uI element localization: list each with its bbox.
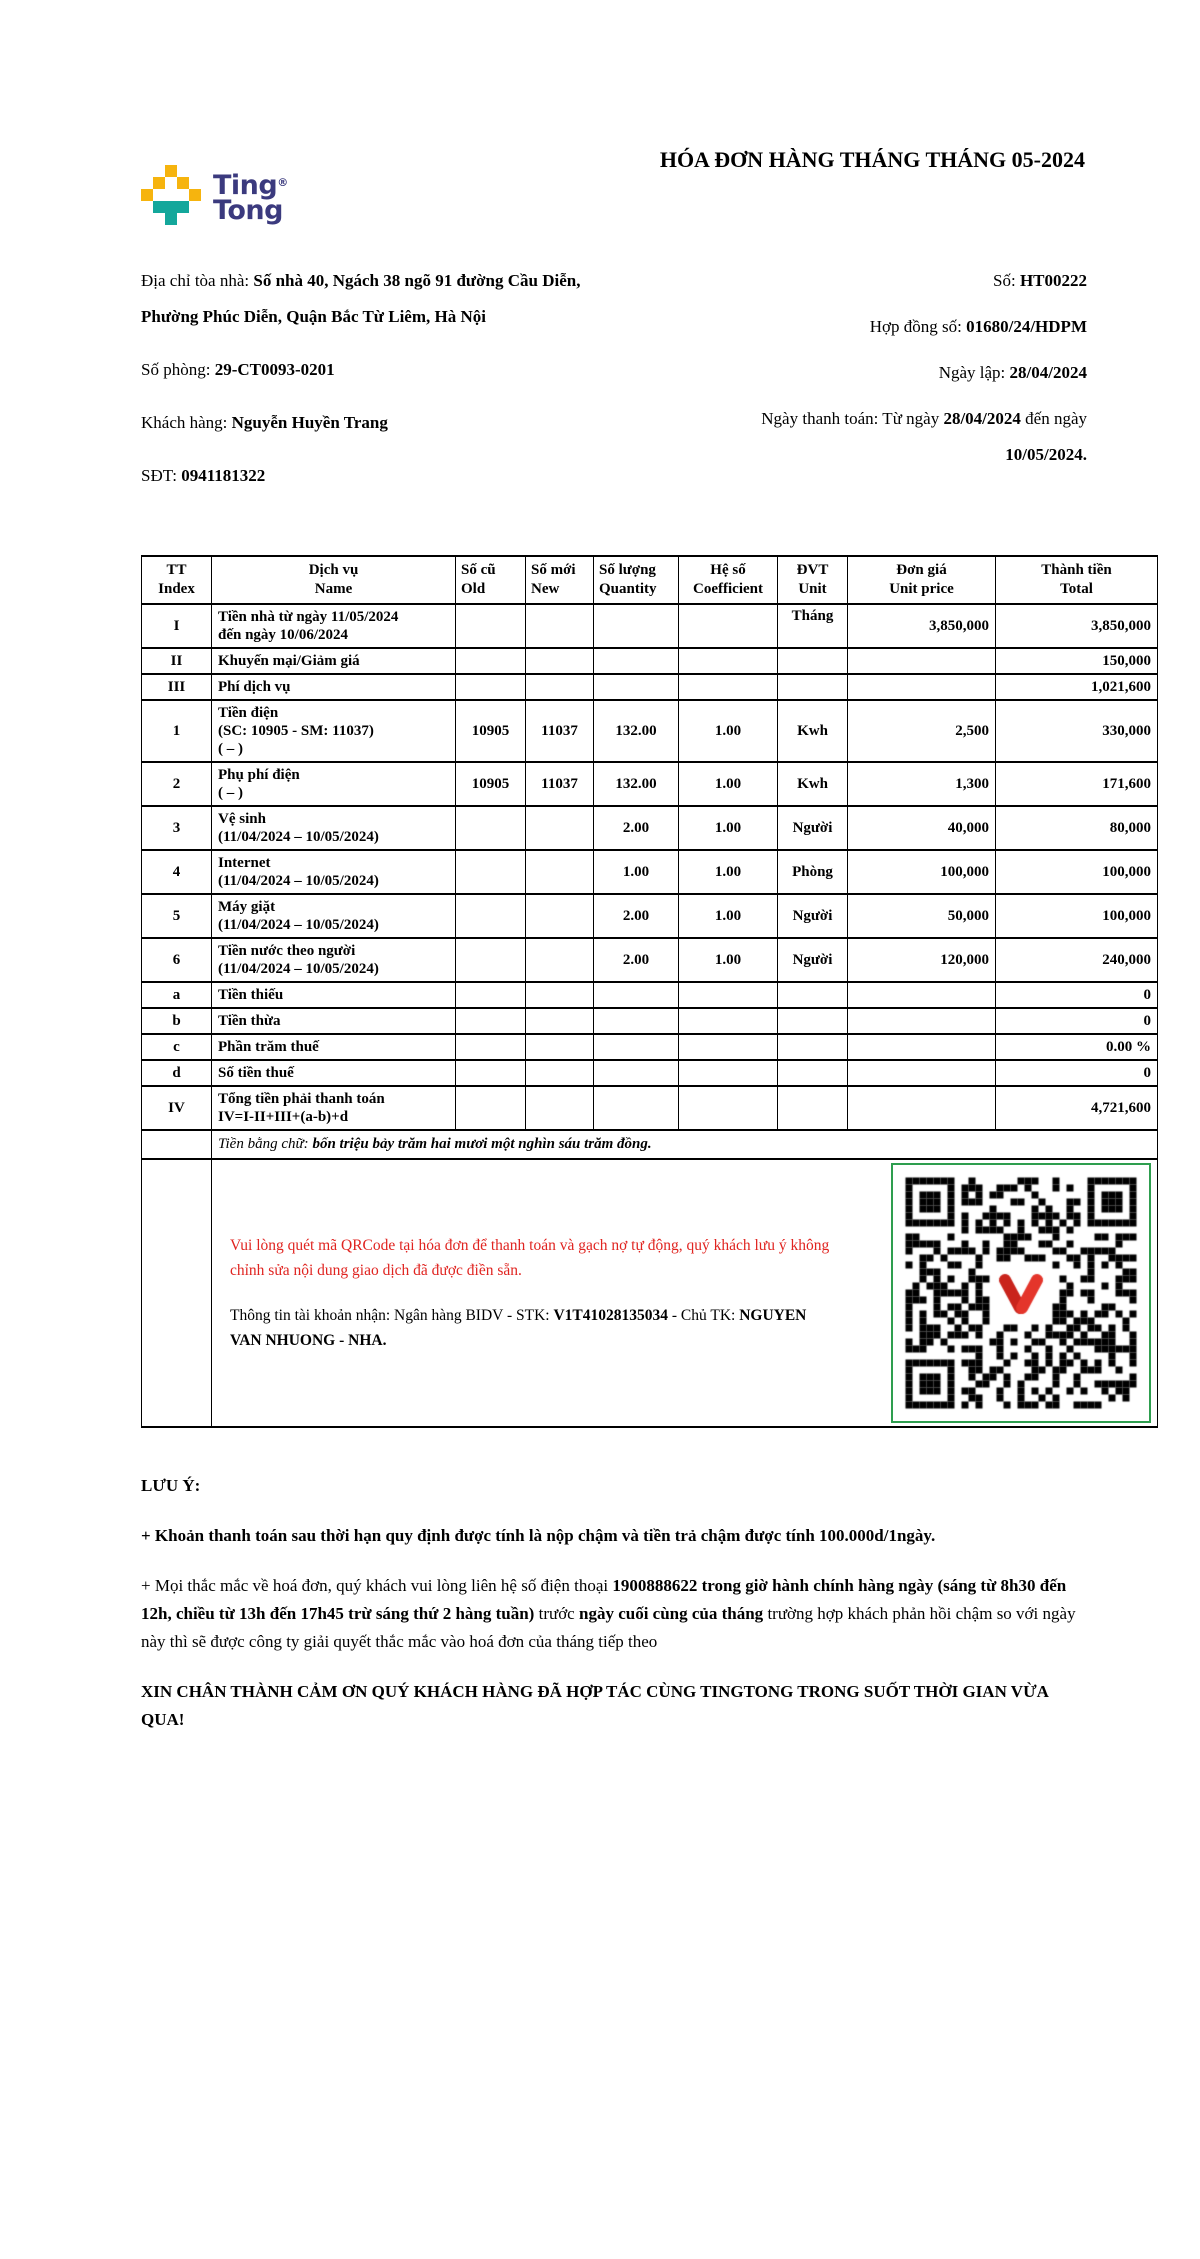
- cell-index: d: [142, 1060, 212, 1086]
- cell-new-reading: [526, 604, 594, 648]
- table-row: [142, 894, 1158, 938]
- table-row: [142, 982, 1158, 1008]
- cell-index: c: [142, 1034, 212, 1060]
- cell-quantity: 132.00: [594, 700, 679, 762]
- cell-total: 0: [996, 982, 1158, 1008]
- cell-coefficient: [679, 1086, 778, 1130]
- cell-index: III: [142, 674, 212, 700]
- header-cell: Thành tiền Total: [996, 556, 1158, 604]
- cell-new-reading: 11037: [526, 762, 594, 806]
- qr-row: [142, 1159, 1158, 1427]
- cell-quantity: 132.00: [594, 762, 679, 806]
- cell-total: 1,021,600: [996, 674, 1158, 700]
- cell-new-reading: [526, 894, 594, 938]
- cell-new-reading: [526, 1034, 594, 1060]
- qr-canvas: [903, 1175, 1139, 1411]
- cell-old-reading: 10905: [456, 700, 526, 762]
- amount-in-words-row: [142, 1130, 1158, 1159]
- info-line: Hợp đồng số: 01680/24/HDPM: [869, 317, 1087, 336]
- cell-total: 3,850,000: [996, 604, 1158, 648]
- amount-in-words: bốn triệu bảy trăm hai mươi một nghìn sáu trăm đồng.: [312, 1136, 652, 1152]
- cell-index: I: [142, 604, 212, 648]
- cell-unit: [778, 1086, 848, 1130]
- cell-unit: [778, 1034, 848, 1060]
- cell-coefficient: [679, 604, 778, 648]
- cell-unit: [778, 648, 848, 674]
- empty-index-cell: [142, 1130, 212, 1159]
- cell-unit-price: 40,000: [848, 806, 996, 850]
- header-cell: TT Index: [142, 556, 212, 604]
- cell-index: 2: [142, 762, 212, 806]
- cell-service-name: Khuyến mại/Giảm giá: [212, 648, 456, 674]
- cell-coefficient: 1.00: [679, 700, 778, 762]
- cell-quantity: 1.00: [594, 850, 679, 894]
- header-cell: Dịch vụ Name: [212, 556, 456, 604]
- amount-in-words-label: Tiền bằng chữ:: [218, 1136, 313, 1152]
- cell-index: IV: [142, 1086, 212, 1130]
- cell-total: 0: [996, 1008, 1158, 1034]
- cell-old-reading: [456, 1008, 526, 1034]
- invoice-info: [141, 263, 1157, 511]
- cell-quantity: [594, 1008, 679, 1034]
- cell-new-reading: [526, 1086, 594, 1130]
- cell-service-name: Tổng tiền phải thanh toán IV=I-II+III+(a-b)+d: [212, 1086, 456, 1130]
- tingtong-logo: [141, 165, 288, 225]
- cell-coefficient: [679, 1008, 778, 1034]
- table-header: [142, 556, 1158, 604]
- cell-service-name: Vệ sinh (11/04/2024 – 10/05/2024): [212, 806, 456, 850]
- cell-unit-price: [848, 1008, 996, 1034]
- cell-quantity: [594, 982, 679, 1008]
- header-cell: ĐVT Unit: [778, 556, 848, 604]
- table-row: [142, 762, 1158, 806]
- cell-total: 171,600: [996, 762, 1158, 806]
- info-line: Ngày thanh toán: Từ ngày 28/04/2024 đến ngày 10/05/2024.: [761, 409, 1087, 464]
- cell-new-reading: [526, 850, 594, 894]
- cell-service-name: Phụ phí điện ( – ): [212, 762, 456, 806]
- cell-quantity: 2.00: [594, 894, 679, 938]
- info-line: Số: HT00222: [993, 271, 1087, 290]
- hotline-note: + Mọi thắc mắc về hoá đơn, quý khách vui lòng liên hệ số điện thoại 1900888622 trong giờ hành chính hàng ngày (sáng từ 8h30 đến 12h, chiều từ 13h đến 17h45 trừ sáng thứ 2 hàng tuần) trước ngày cuối cùng của tháng trường hợp khách phản hồi chậm so với ngày này thì sẽ được công ty giải quyết thắc mắc vào hoá đơn của tháng tiếp theo: [141, 1576, 1076, 1651]
- cell-coefficient: 1.00: [679, 894, 778, 938]
- cell-unit-price: 50,000: [848, 894, 996, 938]
- cell-total: 0.00 %: [996, 1034, 1158, 1060]
- cell-service-name: Máy giặt (11/04/2024 – 10/05/2024): [212, 894, 456, 938]
- cell-unit-price: [848, 1086, 996, 1130]
- cell-service-name: Internet (11/04/2024 – 10/05/2024): [212, 850, 456, 894]
- amount-in-words-cell: [212, 1130, 1158, 1159]
- cell-new-reading: [526, 1008, 594, 1034]
- cell-index: 3: [142, 806, 212, 850]
- cell-index: 4: [142, 850, 212, 894]
- cell-unit-price: [848, 1034, 996, 1060]
- info-line: Số phòng: 29-CT0093-0201: [141, 360, 335, 379]
- cell-old-reading: [456, 648, 526, 674]
- table-row: [142, 806, 1158, 850]
- cell-index: a: [142, 982, 212, 1008]
- invoice-title: HÓA ĐƠN HÀNG THÁNG THÁNG 05-2024: [659, 147, 1085, 172]
- cell-total: 80,000: [996, 806, 1158, 850]
- cell-unit: [778, 1008, 848, 1034]
- cell-new-reading: [526, 674, 594, 700]
- cell-new-reading: [526, 938, 594, 982]
- cell-new-reading: [526, 806, 594, 850]
- payment-text: [218, 1233, 830, 1353]
- cell-total: 100,000: [996, 894, 1158, 938]
- table-body: [142, 604, 1158, 1130]
- cell-service-name: Tiền nhà từ ngày 11/05/2024 đến ngày 10/06/2024: [212, 604, 456, 648]
- cell-unit: [778, 674, 848, 700]
- empty-index-cell: [142, 1159, 212, 1427]
- payment-cell: [212, 1159, 1158, 1427]
- table-row: [142, 850, 1158, 894]
- customer-info: [141, 263, 623, 511]
- footer-notes: [141, 1472, 1076, 1734]
- info-line: Địa chỉ tòa nhà: Số nhà 40, Ngách 38 ngõ 91 đường Cầu Diễn, Phường Phúc Diễn, Quận Bắc Từ Liêm, Hà Nội: [141, 271, 581, 326]
- cell-new-reading: 11037: [526, 700, 594, 762]
- cell-service-name: Số tiền thuế: [212, 1060, 456, 1086]
- late-payment-note: + Khoản thanh toán sau thời hạn quy định được tính là nộp chậm và tiền trả chậm được tính 100.000d/1ngày.: [141, 1526, 936, 1545]
- cell-unit: Tháng: [778, 604, 848, 648]
- cell-quantity: [594, 1086, 679, 1130]
- cell-index: b: [142, 1008, 212, 1034]
- header-cell: Đơn giá Unit price: [848, 556, 996, 604]
- cell-unit-price: [848, 982, 996, 1008]
- cell-total: 240,000: [996, 938, 1158, 982]
- cell-quantity: [594, 1034, 679, 1060]
- cell-total: 4,721,600: [996, 1086, 1158, 1130]
- info-line: Ngày lập: 28/04/2024: [938, 363, 1087, 382]
- table-row: [142, 1086, 1158, 1130]
- cell-coefficient: [679, 648, 778, 674]
- cell-unit: [778, 982, 848, 1008]
- cell-old-reading: 10905: [456, 762, 526, 806]
- invoice-header: [141, 141, 1157, 225]
- table-row: [142, 674, 1158, 700]
- cell-coefficient: [679, 982, 778, 1008]
- invoice-meta: [687, 263, 1087, 511]
- table-row: [142, 1060, 1158, 1086]
- cell-unit: Người: [778, 806, 848, 850]
- invoice-table: [141, 555, 1158, 1428]
- cell-total: 150,000: [996, 648, 1158, 674]
- cell-unit-price: 100,000: [848, 850, 996, 894]
- cell-index: 6: [142, 938, 212, 982]
- cell-quantity: [594, 674, 679, 700]
- header-cell: Số cũ Old: [456, 556, 526, 604]
- table-row: [142, 1034, 1158, 1060]
- cell-old-reading: [456, 982, 526, 1008]
- cell-unit-price: [848, 1060, 996, 1086]
- thank-you-note: XIN CHÂN THÀNH CẢM ƠN QUÝ KHÁCH HÀNG ĐÃ HỢP TÁC CÙNG TINGTONG TRONG SUỐT THỜI GIAN VỪA QUA!: [141, 1682, 1048, 1729]
- info-line: Khách hàng: Nguyễn Huyền Trang: [141, 413, 388, 432]
- cell-total: 100,000: [996, 850, 1158, 894]
- notes-heading: LƯU Ý:: [141, 1476, 201, 1495]
- cell-coefficient: [679, 1060, 778, 1086]
- account-info: Thông tin tài khoản nhận: Ngân hàng BIDV - STK: V1T41028135034 - Chủ TK: NGUYEN VAN NHUONG - NHA.: [230, 1307, 807, 1349]
- cell-unit-price: 120,000: [848, 938, 996, 982]
- tingtong-logo-icon: [141, 165, 201, 225]
- cell-new-reading: [526, 1060, 594, 1086]
- cell-service-name: Phí dịch vụ: [212, 674, 456, 700]
- table-row: [142, 648, 1158, 674]
- cell-unit: Phòng: [778, 850, 848, 894]
- cell-new-reading: [526, 648, 594, 674]
- header-row: [142, 556, 1158, 604]
- cell-old-reading: [456, 674, 526, 700]
- cell-total: 0: [996, 1060, 1158, 1086]
- cell-service-name: Tiền thiếu: [212, 982, 456, 1008]
- payment-note: Vui lòng quét mã QRCode tại hóa đơn để thanh toán và gạch nợ tự động, quý khách lưu ý không chỉnh sửa nội dung giao dịch đã được điền sẵn.: [230, 1237, 830, 1279]
- header-cell: Số mới New: [526, 556, 594, 604]
- cell-unit: Người: [778, 894, 848, 938]
- cell-unit: Người: [778, 938, 848, 982]
- cell-service-name: Tiền điện (SC: 10905 - SM: 11037) ( – ): [212, 700, 456, 762]
- registered-mark: ®: [277, 176, 288, 189]
- cell-old-reading: [456, 938, 526, 982]
- cell-unit-price: [848, 674, 996, 700]
- cell-coefficient: 1.00: [679, 938, 778, 982]
- cell-quantity: 2.00: [594, 938, 679, 982]
- cell-old-reading: [456, 894, 526, 938]
- cell-index: II: [142, 648, 212, 674]
- info-line: SĐT: 0941181322: [141, 466, 266, 485]
- cell-service-name: Phần trăm thuế: [212, 1034, 456, 1060]
- cell-index: 5: [142, 894, 212, 938]
- cell-service-name: Tiền nước theo người (11/04/2024 – 10/05/2024): [212, 938, 456, 982]
- cell-unit: Kwh: [778, 700, 848, 762]
- cell-service-name: Tiền thừa: [212, 1008, 456, 1034]
- cell-new-reading: [526, 982, 594, 1008]
- table-footer: [142, 1130, 1158, 1427]
- cell-coefficient: [679, 674, 778, 700]
- table-row: [142, 604, 1158, 648]
- header-cell: Số lượng Quantity: [594, 556, 679, 604]
- cell-unit-price: 1,300: [848, 762, 996, 806]
- cell-unit-price: 2,500: [848, 700, 996, 762]
- cell-old-reading: [456, 604, 526, 648]
- cell-coefficient: 1.00: [679, 806, 778, 850]
- cell-coefficient: 1.00: [679, 762, 778, 806]
- cell-old-reading: [456, 1086, 526, 1130]
- cell-coefficient: [679, 1034, 778, 1060]
- cell-unit: [778, 1060, 848, 1086]
- cell-quantity: [594, 648, 679, 674]
- header-cell: Hệ số Coefficient: [679, 556, 778, 604]
- cell-old-reading: [456, 806, 526, 850]
- table-row: [142, 700, 1158, 762]
- cell-unit: Kwh: [778, 762, 848, 806]
- tingtong-logo-text: Ting® Tong: [213, 170, 288, 226]
- cell-quantity: 2.00: [594, 806, 679, 850]
- cell-total: 330,000: [996, 700, 1158, 762]
- qr-code: [891, 1163, 1151, 1423]
- cell-old-reading: [456, 850, 526, 894]
- cell-coefficient: 1.00: [679, 850, 778, 894]
- cell-quantity: [594, 604, 679, 648]
- cell-unit-price: [848, 648, 996, 674]
- cell-quantity: [594, 1060, 679, 1086]
- cell-old-reading: [456, 1060, 526, 1086]
- table-row: [142, 1008, 1158, 1034]
- cell-unit-price: 3,850,000: [848, 604, 996, 648]
- table-row: [142, 938, 1158, 982]
- cell-index: 1: [142, 700, 212, 762]
- cell-old-reading: [456, 1034, 526, 1060]
